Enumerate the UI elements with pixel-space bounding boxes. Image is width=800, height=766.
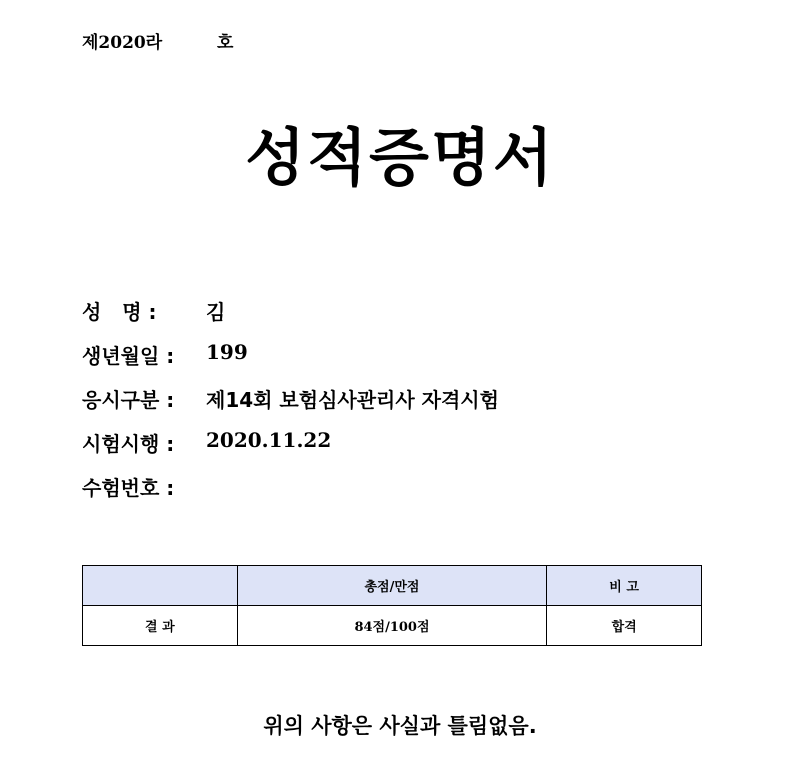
field-birthdate-label: 생년월일 : (82, 344, 175, 368)
certification-statement: 위의 사항은 사실과 틀림없음. (263, 714, 537, 738)
field-exam-category-label: 응시구분 : (82, 388, 175, 412)
document-number-prefix: 제2020라 (82, 33, 163, 53)
field-birthdate-value: 199 (206, 340, 248, 364)
header-cell-score: 총점/만점 (237, 566, 547, 606)
field-exam-date-value: 2020.11.22 (206, 428, 332, 452)
table-row (83, 606, 702, 646)
document-title: 성적증명서 (245, 121, 555, 194)
row-score: 84점/100점 (237, 606, 547, 646)
field-exam-number-label: 수험번호 : (82, 476, 175, 500)
row-label: 결 과 (83, 606, 238, 646)
field-name-value: 김 (206, 300, 226, 324)
header-cell-blank (83, 566, 238, 606)
field-exam-category-value: 제14회 보험심사관리사 자격시험 (206, 388, 499, 412)
field-exam-date-label: 시험시행 : (82, 432, 175, 456)
document-number-suffix: 호 (217, 33, 234, 53)
row-note: 합격 (547, 606, 702, 646)
header-cell-note: 비 고 (547, 566, 702, 606)
field-name-label: 성 명 : (82, 300, 157, 324)
document-number (82, 28, 234, 53)
result-table (82, 565, 702, 646)
result-table-header (83, 566, 702, 606)
